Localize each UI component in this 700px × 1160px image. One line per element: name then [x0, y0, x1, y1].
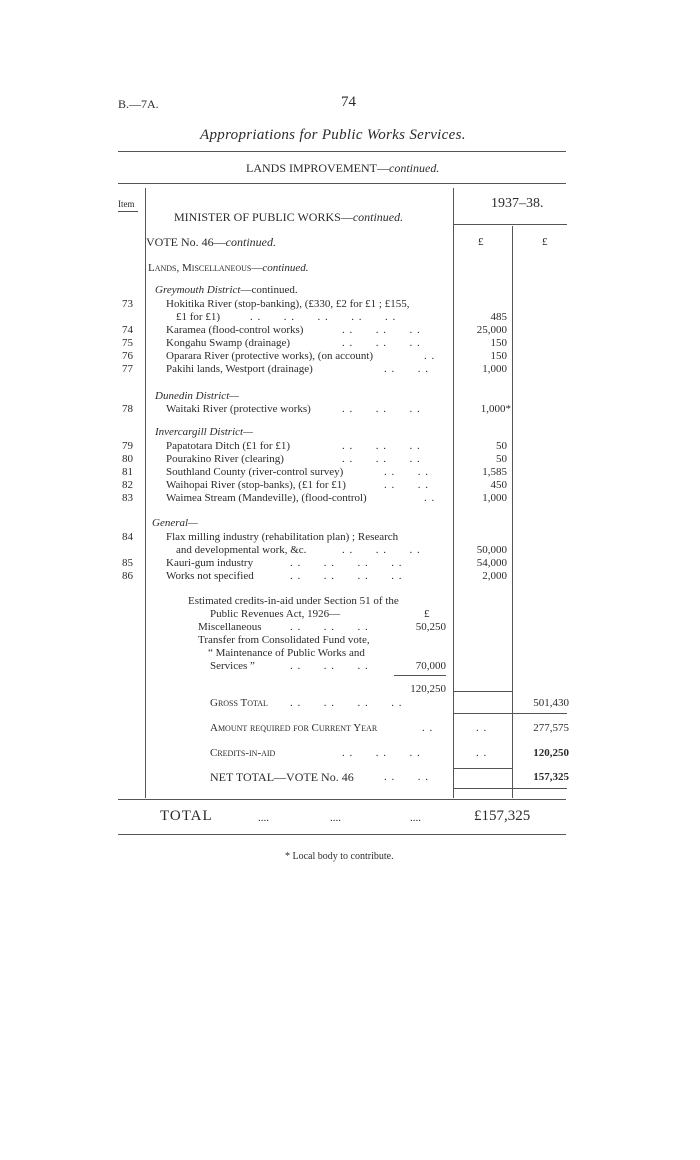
net-total-underline [453, 788, 567, 789]
credits-pound-sign: £ [424, 608, 430, 620]
item-number: 73 [122, 298, 133, 310]
item-description-cont: £1 for £1) [176, 311, 220, 323]
item-description: Karamea (flood-control works) [166, 324, 304, 336]
leader-dots: . . . . [384, 363, 429, 375]
item-description: Works not specified [166, 570, 254, 582]
item-column-divider [145, 188, 146, 798]
leader-dots: . . . . . . . . [290, 557, 403, 569]
item-description: Oparara River (protective works), (on account) [166, 350, 374, 362]
item-number: 75 [122, 337, 133, 349]
item-amount: 150 [490, 350, 507, 362]
leader-dots: . . . . . . . . . . [250, 311, 397, 323]
leader-dots: . . . . . . . . [290, 570, 403, 582]
item-number: 86 [122, 570, 133, 582]
item-number: 83 [122, 492, 133, 504]
credits-misc-amount: 50,250 [415, 621, 446, 633]
item-amount: 1,000 [482, 363, 507, 375]
leader-dots: .... [258, 812, 269, 824]
district-heading-invercargill: Invercargill District— [155, 426, 253, 438]
gross-total-rule [453, 691, 512, 692]
year-header-underline [453, 224, 567, 225]
credits-intro-cont: Public Revenues Act, 1926— [210, 608, 341, 620]
leader-dots: . . . . . . . . [290, 697, 403, 709]
header-rule [118, 151, 566, 152]
net-total-rule [453, 768, 512, 769]
leader-dots: . . . . . . [342, 440, 421, 452]
item-number: 79 [122, 440, 133, 452]
page-title: Appropriations for Public Works Services. [200, 127, 466, 143]
item-number: 80 [122, 453, 133, 465]
item-number: 84 [122, 531, 133, 543]
currency-unit-col2: £ [542, 236, 548, 248]
section-rule [118, 183, 566, 184]
ministry-heading: MINISTER OF PUBLIC WORKS—continued. [174, 210, 404, 224]
leader-dots: .... [330, 812, 341, 824]
item-description: Kauri-gum industry [166, 557, 254, 569]
vote-heading: VOTE No. 46—continued. [146, 235, 276, 249]
item-description: Kongahu Swamp (drainage) [166, 337, 291, 349]
item-description: Pourakino River (clearing) [166, 453, 284, 465]
item-number: 74 [122, 324, 133, 336]
document-reference: B.—7A. [118, 97, 159, 111]
item-number: 81 [122, 466, 133, 478]
item-amount: 150 [490, 337, 507, 349]
gross-total-underline [453, 713, 567, 714]
currency-unit-col1: £ [478, 236, 484, 248]
item-description-cont: and developmental work, &c. [176, 544, 307, 556]
leader-dots: . . [424, 350, 436, 362]
item-amount: 1,000 [482, 492, 507, 504]
grand-total-label: TOTAL [160, 808, 213, 824]
credits-transfer-line: Transfer from Consolidated Fund vote, [198, 634, 370, 646]
item-header-underline [118, 211, 138, 212]
amount-required-label: Amount required for Current Year [210, 722, 378, 734]
credits-transfer-line: “ Maintenance of Public Works and [208, 647, 365, 659]
item-amount: 450 [490, 479, 507, 491]
leader-dots: . . . . . . [342, 403, 421, 415]
gross-total-label: Gross Total [210, 697, 268, 709]
leader-dots: . . . . . . [342, 324, 421, 336]
leader-dots: . . . . . . [290, 660, 369, 672]
section-heading: LANDS IMPROVEMENT—continued. [246, 161, 440, 175]
item-description: Waihopai River (stop-banks), (£1 for £1) [166, 479, 346, 491]
item-number: 78 [122, 403, 133, 415]
item-number: 85 [122, 557, 133, 569]
district-heading-dunedin: Dunedin District— [155, 390, 240, 402]
leader-dots: . . [476, 722, 488, 734]
grand-total-bottom-rule [118, 834, 566, 835]
item-amount: 485 [490, 311, 507, 323]
leader-dots: . . . . . . [342, 747, 421, 759]
item-description: Southland County (river-control survey) [166, 466, 344, 478]
item-description: Flax milling industry (rehabilitation plan) ; Research [166, 531, 399, 543]
item-amount: 50,000 [476, 544, 507, 556]
leader-dots: . . [476, 747, 488, 759]
item-amount: 25,000 [476, 324, 507, 336]
credits-subtotal-rule [394, 675, 446, 676]
credits-transfer-amount: 70,000 [415, 660, 446, 672]
grand-total-value: £157,325 [474, 808, 531, 824]
credits-subtotal: 120,250 [410, 683, 446, 695]
item-description: Pakihi lands, Westport (drainage) [166, 363, 313, 375]
leader-dots: . . . . . . [342, 453, 421, 465]
item-number: 77 [122, 363, 133, 375]
item-amount: 50 [496, 440, 507, 452]
item-description: Waitaki River (protective works) [166, 403, 311, 415]
item-number: 76 [122, 350, 133, 362]
credits-in-aid-value: 120,250 [533, 747, 569, 759]
page-number: 74 [341, 94, 356, 110]
leader-dots: . . . . . . [290, 621, 369, 633]
footnote: * Local body to contribute. [285, 851, 394, 862]
leader-dots: . . . . [384, 466, 429, 478]
net-total-label: NET TOTAL—VOTE No. 46 [210, 770, 354, 784]
item-amount: 1,000* [480, 403, 511, 415]
gross-total-value: 501,430 [533, 697, 569, 709]
year-column-header: 1937–38. [491, 196, 544, 211]
credits-intro: Estimated credits-in-aid under Section 51 of the [188, 595, 399, 607]
item-number: 82 [122, 479, 133, 491]
item-description: Hokitika River (stop-banking), (£330, £2 for £1 ; £155, [166, 298, 410, 310]
amount-required-value: 277,575 [533, 722, 569, 734]
leader-dots: . . . . . . [342, 544, 421, 556]
item-amount: 1,585 [482, 466, 507, 478]
leader-dots: . . . . . . [342, 337, 421, 349]
leader-dots: . . . . [384, 479, 429, 491]
subhead-heading: Lands, Miscellaneous—continued. [148, 262, 309, 274]
item-amount: 54,000 [476, 557, 507, 569]
net-total-value: 157,325 [533, 771, 569, 783]
district-heading-general: General— [152, 517, 198, 529]
item-description: Papatotara Ditch (£1 for £1) [166, 440, 291, 452]
leader-dots: .... [410, 812, 421, 824]
item-column-header: Item [118, 199, 135, 209]
leader-dots: . . . . [384, 771, 429, 783]
item-amount: 50 [496, 453, 507, 465]
credits-transfer-line: Services ” [210, 660, 255, 672]
item-amount: 2,000 [482, 570, 507, 582]
credits-misc-label: Miscellaneous [198, 621, 262, 633]
item-description: Waimea Stream (Mandeville), (flood-control) [166, 492, 367, 504]
leader-dots: . . [424, 492, 436, 504]
leader-dots: . . [422, 722, 434, 734]
grand-total-top-rule [118, 799, 566, 800]
district-heading-greymouth: Greymouth District—continued. [155, 284, 298, 296]
credits-in-aid-label: Credits-in-aid [210, 747, 276, 759]
